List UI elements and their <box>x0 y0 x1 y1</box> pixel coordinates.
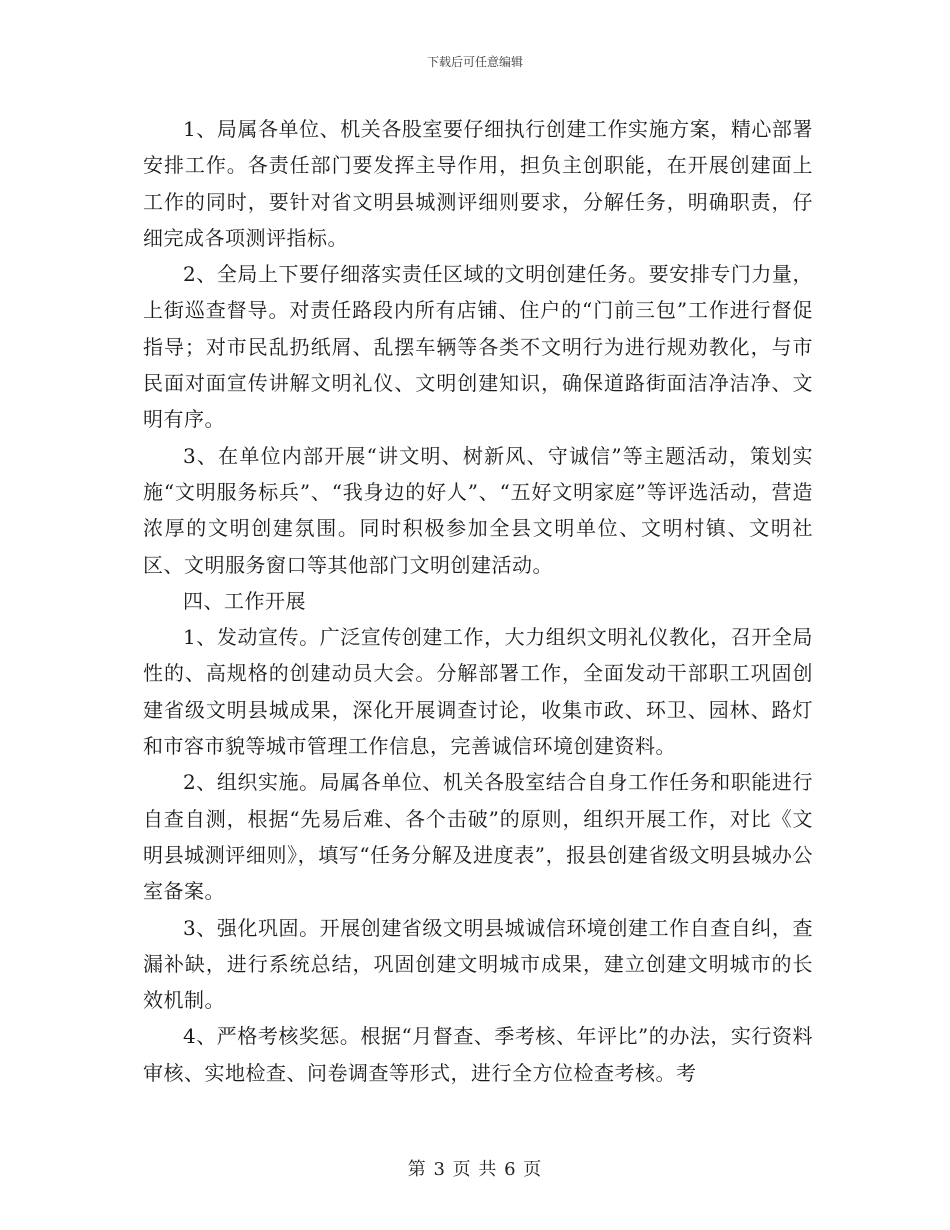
paragraph-2: 2、全局上下要仔细落实责任区域的文明创建任务。要安排专门力量，上街巡查督导。对责任路段内所有店铺、住户的“门前三包”工作进行督促指导；对市民乱扔纸屑、乱摆车辆等各类不文明行为进行规劝教化，与市民面对面宣传讲解文明礼仪、文明创建知识，确保道路街面洁净洁净、文明有序。 <box>143 262 813 432</box>
paragraph-1: 1、局属各单位、机关各股室要仔细执行创建工作实施方案，精心部署安排工作。各责任部门要发挥主导作用，担负主创职能，在开展创建面上工作的同时，要针对省文明县城测评细则要求，分解任务，明确职责，仔细完成各项测评指标。 <box>143 117 813 250</box>
page-footer: 第 3 页 共 6 页 <box>407 1159 543 1180</box>
paragraph-6: 3、强化巩固。开展创建省级文明县城诚信环境创建工作自查自纠，查漏补缺，进行系统总结，巩固创建文明城市成果，建立创建文明城市的长效机制。 <box>143 915 813 1013</box>
document-body <box>143 111 813 1091</box>
paragraph-7: 4、严格考核奖惩。根据“月督查、季考核、年评比”的办法，实行资料审核、实地检查、问卷调查等形式，进行全方位检查考核。考 <box>143 1024 813 1085</box>
section-heading-4: 四、工作开展 <box>183 588 306 613</box>
paragraph-3: 3、在单位内部开展“讲文明、树新风、守诚信”等主题活动，策划实施“文明服务标兵”、“我身边的好人”、“五好文明家庭”等评选活动，营造浓厚的文明创建氛围。同时积极参加全县文明单位、文明村镇、文明社区、文明服务窗口等其他部门文明创建活动。 <box>143 443 813 577</box>
paragraph-4: 1、发动宣传。广泛宣传创建工作，大力组织文明礼仪教化，召开全局性的、高规格的创建动员大会。分解部署工作，全面发动干部职工巩固创建省级文明县城成果，深化开展调查讨论，收集市政、环卫、园林、路灯和市容市貌等城市管理工作信息，完善诚信环境创建资料。 <box>143 625 813 759</box>
paragraph-5: 2、组织实施。局属各单位、机关各股室结合自身工作任务和职能进行自查自测，根据“先易后难、各个击破”的原则，组织开展工作，对比《文明县城测评细则》，填写“任务分解及进度表”，报县创建省级文明县城办公室备案。 <box>143 770 813 904</box>
page-header: 下载后可任意编辑 <box>426 55 523 69</box>
